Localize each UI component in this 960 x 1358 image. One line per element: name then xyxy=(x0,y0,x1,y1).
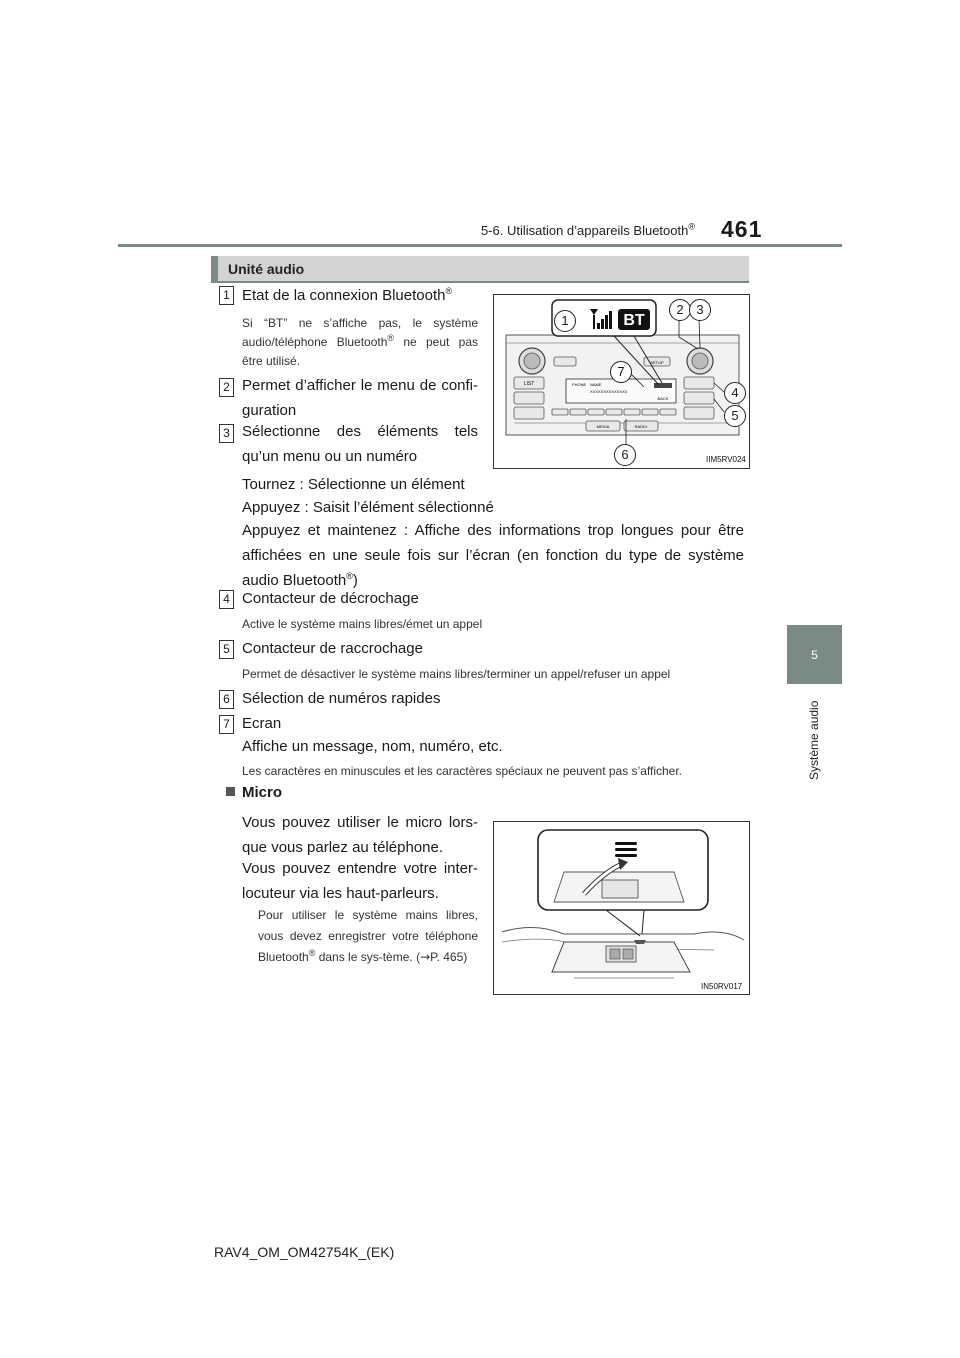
micro-title: Micro xyxy=(242,784,283,801)
item-4-note: Active le système mains libres/émet un appel xyxy=(242,617,483,631)
item-4-title: Contacteur de décrochage xyxy=(242,590,419,607)
reg-mark: ® xyxy=(445,286,453,296)
item-1-note-a: Si “BT” ne s’affiche pas, le système audio/téléphone Bluetooth xyxy=(242,316,478,349)
display-number: XXXXXXXXXXXXXX xyxy=(590,389,628,394)
item-3-title: Sélectionne des éléments tels qu’un menu ou un numéro xyxy=(242,423,478,465)
item-5-note: Permet de désactiver le système mains libres/terminer un appel/refuser un appel xyxy=(242,667,671,681)
section-heading xyxy=(211,256,749,282)
microphone-figure xyxy=(493,821,750,995)
item-3-press: Appuyez : Saisit l’élément sélectionné xyxy=(242,499,494,516)
item-number-4: 4 xyxy=(219,590,234,609)
reg-mark: ® xyxy=(688,221,695,232)
figure-1-code: IIM5RV024 xyxy=(706,455,746,464)
list-button-label: LIST xyxy=(523,381,535,387)
display-back: BACK xyxy=(657,396,669,401)
item-number-1: 1 xyxy=(219,286,234,305)
radio-button-label: RADIO xyxy=(634,424,648,429)
document-footer: RAV4_OM_OM42754K_(EK) xyxy=(214,1244,395,1260)
reg-mark: ® xyxy=(346,571,353,581)
reg-mark: ® xyxy=(387,333,395,343)
micro-bullet xyxy=(226,787,235,796)
callout-1: 1 xyxy=(554,310,576,332)
microphone-illustration xyxy=(494,822,749,994)
callout-6: 6 xyxy=(614,444,636,466)
display-phone: PHONE xyxy=(572,382,587,387)
micro-paragraph-2: Vous pouvez entendre votre inter-locuteur via les haut-parleurs. xyxy=(242,860,478,902)
item-number-3: 3 xyxy=(219,424,234,443)
callout-4: 4 xyxy=(724,382,746,404)
item-number-5: 5 xyxy=(219,640,234,659)
item-6-title: Sélection de numéros rapides xyxy=(242,690,441,707)
micro-note xyxy=(258,905,478,968)
item-1-note-b: ne peut pas être utilisé. xyxy=(242,335,478,368)
item-number-6: 6 xyxy=(219,690,234,709)
callout-2: 2 xyxy=(669,299,691,321)
item-3-turn: Tournez : Sélectionne un élément xyxy=(242,476,465,493)
item-7-title: Ecran xyxy=(242,715,282,732)
microphone-grille-icon xyxy=(615,842,637,857)
chapter-tab xyxy=(787,625,842,684)
micro-note-b: dans le sys-tème. ( xyxy=(315,950,421,964)
section-heading-rule xyxy=(211,281,749,283)
header-rule xyxy=(118,244,842,247)
micro-note-a: Pour utiliser le système mains libres, vous devez enregistrer votre téléphone Bluetooth xyxy=(258,908,478,964)
item-7-line2: Affiche un message, nom, numéro, etc. xyxy=(242,738,503,755)
chapter-number: 5 xyxy=(811,647,818,662)
running-header xyxy=(481,223,695,238)
figure-2-code: IN50RV017 xyxy=(701,982,743,991)
bt-indicator: BT xyxy=(623,312,645,329)
section-heading-text: Unité audio xyxy=(228,261,305,277)
micro-paragraph-1: Vous pouvez utiliser le micro lors-que vous parlez au téléphone. xyxy=(242,814,478,856)
reg-mark: ® xyxy=(308,948,316,958)
media-button-label: MEDIA xyxy=(596,424,610,429)
item-3-hold-b: ) xyxy=(352,572,358,589)
item-2-title: Permet d’afficher le menu de confi-guration xyxy=(242,377,478,419)
audio-unit-figure xyxy=(493,294,750,469)
item-1-note xyxy=(242,314,478,371)
item-5-title: Contacteur de raccrochage xyxy=(242,640,423,657)
arrow-icon: → xyxy=(420,950,431,964)
chapter-label xyxy=(803,690,823,782)
item-3-hold-a: Appuyez et maintenez : Affiche des informations trop longues pour être affichées en une seule fois sur l’écran (en fonction du type de système audio Bluetooth xyxy=(242,522,744,589)
item-1-title-text: Etat de la connexion Bluetooth xyxy=(242,287,446,304)
micro-note-page-ref[interactable]: P. 465) xyxy=(430,950,468,964)
display-name: NAME xyxy=(590,382,602,387)
setup-button-label: SETUP xyxy=(650,360,664,365)
item-1-title xyxy=(242,284,452,307)
chapter-label-text: Système audio xyxy=(807,700,821,780)
callout-7: 7 xyxy=(610,361,632,383)
item-7-note: Les caractères en minuscules et les caractères spéciaux ne peuvent pas s’afficher. xyxy=(242,764,683,778)
item-number-7: 7 xyxy=(219,715,234,734)
page-number: 461 xyxy=(721,216,763,242)
item-3-hold xyxy=(242,518,744,593)
callout-5: 5 xyxy=(724,405,746,427)
callout-3: 3 xyxy=(689,299,711,321)
section-label: 5-6. Utilisation d’appareils Bluetooth xyxy=(480,223,689,238)
item-number-2: 2 xyxy=(219,378,234,397)
